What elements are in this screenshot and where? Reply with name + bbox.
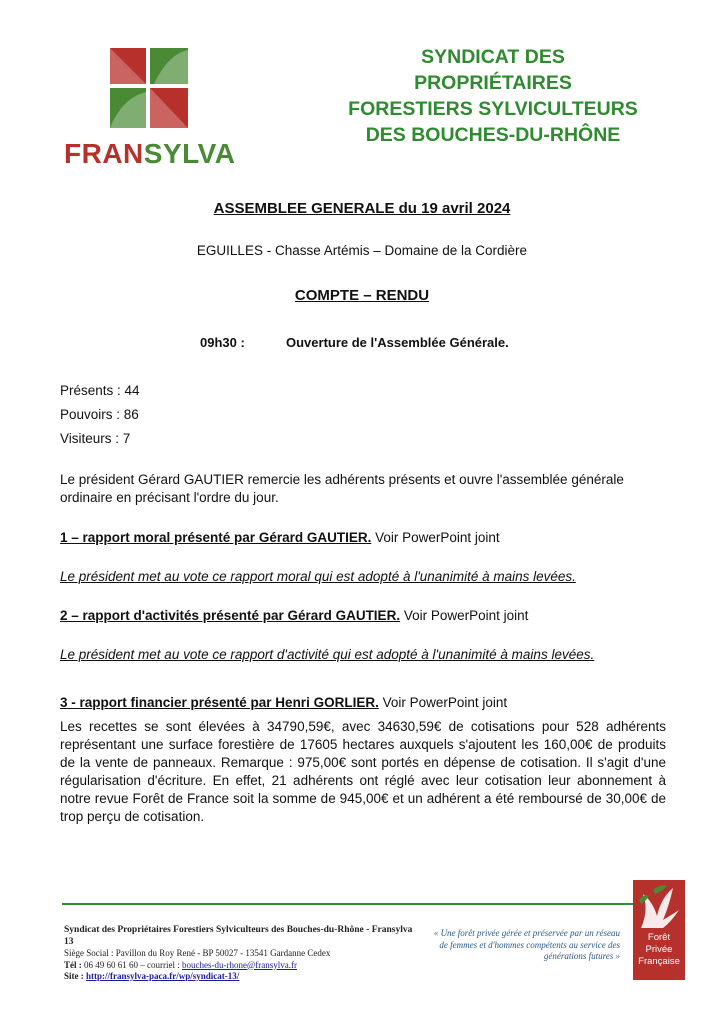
foret-privee-francaise-logo — [633, 880, 685, 980]
report-title: COMPTE – RENDU — [294, 287, 430, 304]
section-2-vote: Le président met au vote ce rapport d'activité qui est adopté à l'unanimité à mains levées. — [60, 647, 595, 662]
footer-org-name: Syndicat des Propriétaires Forestiers Sylviculteurs des Bouches-du-Rhône - Fransylva 13 — [64, 925, 413, 947]
opening-text: Ouverture de l'Assemblée Générale. — [286, 335, 509, 350]
fpf-line: Française — [638, 956, 680, 967]
phone-label: Tél : — [64, 959, 82, 970]
org-title-line: PROPRIÉTAIRES — [414, 72, 572, 94]
footer-contact — [64, 925, 424, 983]
section-2-title: 2 – rapport d'activités présenté par Gérard GAUTIER. — [60, 608, 401, 623]
email-label: – courriel : — [140, 959, 180, 970]
footer-site-line — [64, 971, 424, 983]
opening-time: 09h30 : — [200, 335, 245, 350]
section-2-heading — [60, 607, 666, 625]
visitors-count: Visiteurs : 7 — [60, 431, 131, 446]
footer-divider — [62, 903, 664, 905]
section-1-title: 1 – rapport moral présenté par Gérard GAUTIER. — [60, 530, 372, 545]
present-count: Présents : 44 — [60, 383, 140, 398]
fpf-line: Privée — [645, 944, 673, 955]
organization-title — [338, 44, 648, 148]
section-1-note: Voir PowerPoint joint — [371, 530, 500, 545]
intro-paragraph: Le président Gérard GAUTIER remercie les adhérents présents et ouvre l'assemblée générale ordinaire en précisant l'ordre du jour. — [60, 472, 624, 505]
section-3-note: Voir PowerPoint joint — [378, 695, 508, 710]
fpf-line: Forêt — [647, 932, 671, 943]
section-3-title: 3 - rapport financier présenté par Henri GORLIER. — [60, 695, 379, 710]
footer-address: Siège Social : Pavillon du Roy René - BP 50027 - 13541 Gardanne Cedex — [64, 948, 331, 958]
fpf-text — [633, 932, 685, 968]
footer-phone-line — [64, 960, 424, 972]
meeting-location: EGUILLES - Chasse Artémis – Domaine de la Cordière — [196, 243, 528, 258]
logo-word-fran: FRAN — [64, 138, 144, 169]
logo-word-sylva: SYLVA — [143, 138, 236, 169]
site-label: Site : — [64, 971, 84, 981]
tree-icon — [633, 880, 685, 932]
org-title-line: FORESTIERS SYLVICULTEURS — [348, 98, 638, 120]
section-2-note: Voir PowerPoint joint — [400, 608, 529, 623]
logo-wordmark — [64, 138, 235, 170]
section-3-heading — [60, 694, 666, 712]
meeting-title: ASSEMBLEE GENERALE du 19 avril 2024 — [213, 200, 511, 217]
org-title-line: DES BOUCHES-DU-RHÔNE — [365, 124, 621, 146]
section-1-vote: Le président met au vote ce rapport moral qui est adopté à l'unanimité à mains levées. — [60, 569, 576, 584]
site-link[interactable]: http://fransylva-paca.fr/wp/syndicat-13/ — [86, 971, 240, 981]
org-title-line: SYNDICAT DES — [421, 46, 565, 68]
proxies-count: Pouvoirs : 86 — [60, 407, 139, 422]
fransylva-tree-icon — [62, 44, 242, 139]
email-link[interactable]: bouches-du-rhone@fransylva.fr — [182, 959, 297, 970]
footer-quote: « Une forêt privée gérée et préservée par un réseau de femmes et d'hommes compétents au service des générations futures » — [433, 928, 620, 961]
section-1-heading — [60, 529, 666, 547]
phone-number: 06 49 60 61 60 — [84, 959, 138, 970]
financial-report-body: Les recettes se sont élevées à 34790,59€, avec 34630,59€ de cotisations pour 528 adhérents représentant une surface forestière de 17605 hectares auxquels s'ajoutent les 160,00€ de produits de la vente de panneaux. Remarque : 975,00€ sont portés en dépense de cotisation. Il s'agit d'une régularisation d'écriture. En effet, 21 adhérents ont réglé avec leur cotisation leur abonnement à notre revue Forêt de France soit la somme de 945,00€ et un adhérent a été remboursé de 30,00€ de trop perçu de cotisation. — [60, 719, 666, 824]
